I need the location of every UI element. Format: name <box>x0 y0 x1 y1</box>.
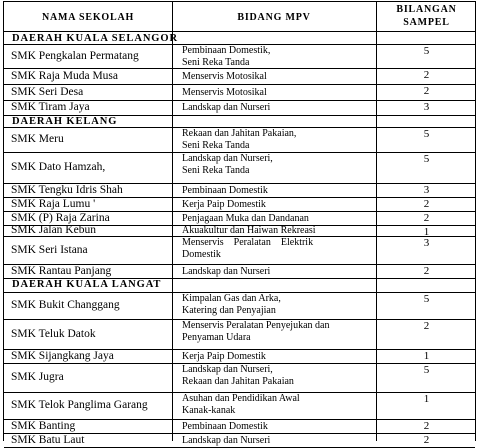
sample-count: 2 <box>423 212 430 224</box>
row-rule <box>4 433 475 434</box>
skill-field: Landskap dan Nurseri, <box>182 364 273 375</box>
skill-field: Menservis Peralatan Penyejukan dan <box>182 320 330 331</box>
row-rule <box>4 419 475 420</box>
row-rule <box>4 349 475 350</box>
header-count-line2: SAMPEL <box>403 17 450 28</box>
skill-field: Pembinaan Domestik <box>182 185 268 196</box>
row-rule <box>4 197 475 198</box>
sample-count: 2 <box>423 198 430 210</box>
school-name: SMK Dato Hamzah, <box>11 161 106 173</box>
row-rule <box>4 100 475 101</box>
row-rule <box>4 211 475 212</box>
header-field: BIDANG MPV <box>237 12 311 23</box>
header-rule <box>4 31 475 32</box>
sample-count: 2 <box>423 420 430 432</box>
region-heading: DAERAH KELANG <box>12 116 118 127</box>
skill-field: Landskap dan Nurseri <box>182 266 271 277</box>
school-name: SMK Jugra <box>11 371 64 383</box>
sample-count: 2 <box>423 434 430 446</box>
sample-count: 5 <box>423 364 430 376</box>
region-heading: DAERAH KUALA SELANGOR <box>12 33 178 44</box>
row-rule <box>4 236 475 237</box>
row-rule <box>4 183 475 184</box>
sample-count: 5 <box>423 45 430 57</box>
school-name: SMK Banting <box>11 420 76 432</box>
school-name: SMK (P) Raja Zarina <box>11 212 110 224</box>
sample-count: 5 <box>423 128 430 140</box>
row-rule <box>4 152 475 153</box>
skill-field: Rekaan dan Jahitan Pakaian <box>182 376 294 387</box>
region-rule <box>4 127 475 128</box>
sample-count: 5 <box>423 153 430 165</box>
sample-count: 3 <box>423 184 430 196</box>
school-name: SMK Pengkalan Permatang <box>11 50 139 62</box>
sample-count: 2 <box>423 265 430 277</box>
skill-field: Kerja Paip Domestik <box>182 351 266 362</box>
region-rule <box>4 292 475 293</box>
sample-count: 3 <box>423 101 430 113</box>
skill-field: Penyaman Udara <box>182 332 251 343</box>
sample-count: 2 <box>423 320 430 332</box>
skill-field: Landskap dan Nurseri <box>182 435 271 446</box>
skill-field: Menservis Motosikal <box>182 71 267 82</box>
school-name: SMK Seri Istana <box>11 244 88 256</box>
skill-field: Seni Reka Tanda <box>182 57 250 68</box>
school-name: SMK Meru <box>11 133 64 145</box>
header-school: NAMA SEKOLAH <box>41 12 135 23</box>
sample-count: 2 <box>423 69 430 81</box>
row-rule <box>4 68 475 69</box>
school-name: SMK Seri Desa <box>11 86 84 98</box>
sample-count: 5 <box>423 293 430 305</box>
skill-field: Kanak-kanak <box>182 405 236 416</box>
school-name: SMK Bukit Changgang <box>11 299 120 311</box>
header-count-line1: BILANGAN <box>396 4 457 15</box>
skill-field: Seni Reka Tanda <box>182 165 250 176</box>
school-name: SMK Rantau Panjang <box>11 265 112 277</box>
school-name: SMK Batu Laut <box>11 434 85 446</box>
row-rule <box>4 278 475 279</box>
skill-field: Akuakultur dan Haiwan Rekreasi <box>182 225 316 236</box>
skill-field: Kerja Paip Domestik <box>182 199 266 210</box>
skill-field: Domestik <box>182 249 221 260</box>
row-rule <box>4 319 475 320</box>
region-heading: DAERAH KUALA LANGAT <box>12 279 162 290</box>
sample-count: 1 <box>423 393 430 405</box>
skill-field: Rekaan dan Jahitan Pakaian, <box>182 128 297 139</box>
sample-count: 1 <box>423 226 430 238</box>
school-name: SMK Telok Panglima Garang <box>11 399 148 411</box>
skill-field: Penjagaan Muka dan Dandanan <box>182 213 309 224</box>
sample-count: 3 <box>423 237 430 249</box>
school-name: SMK Sijangkang Jaya <box>11 350 114 362</box>
skill-field: Menservis Motosikal <box>182 87 267 98</box>
skill-field: Kimpalan Gas dan Arka, <box>182 293 281 304</box>
skill-field: Pembinaan Domestik, <box>182 45 271 56</box>
row-rule <box>4 225 475 226</box>
school-name: SMK Raja Lumu ' <box>11 198 96 210</box>
school-name: SMK Teluk Datok <box>11 328 96 340</box>
skill-field: Menservis Peralatan Elektrik <box>182 237 314 248</box>
sample-count: 1 <box>423 350 430 362</box>
skill-field: Pembinaan Domestik <box>182 421 268 432</box>
row-rule <box>4 84 475 85</box>
skill-field: Asuhan dan Pendidikan Awal <box>182 393 300 404</box>
skill-field: Landskap dan Nurseri <box>182 102 271 113</box>
school-name: SMK Jalan Kebun <box>11 224 96 236</box>
skill-field: Landskap dan Nurseri, <box>182 153 273 164</box>
row-rule <box>4 264 475 265</box>
skill-field: Katering dan Penyajian <box>182 305 276 316</box>
school-sample-table <box>3 1 476 446</box>
school-name: SMK Tengku Idris Shah <box>11 184 123 196</box>
row-rule <box>4 392 475 393</box>
region-rule <box>4 44 475 45</box>
row-rule <box>4 363 475 364</box>
school-name: SMK Tiram Jaya <box>11 101 90 113</box>
school-name: SMK Raja Muda Musa <box>11 70 119 82</box>
sample-count: 2 <box>423 85 430 97</box>
row-rule <box>4 115 475 116</box>
skill-field: Seni Reka Tanda <box>182 140 250 151</box>
